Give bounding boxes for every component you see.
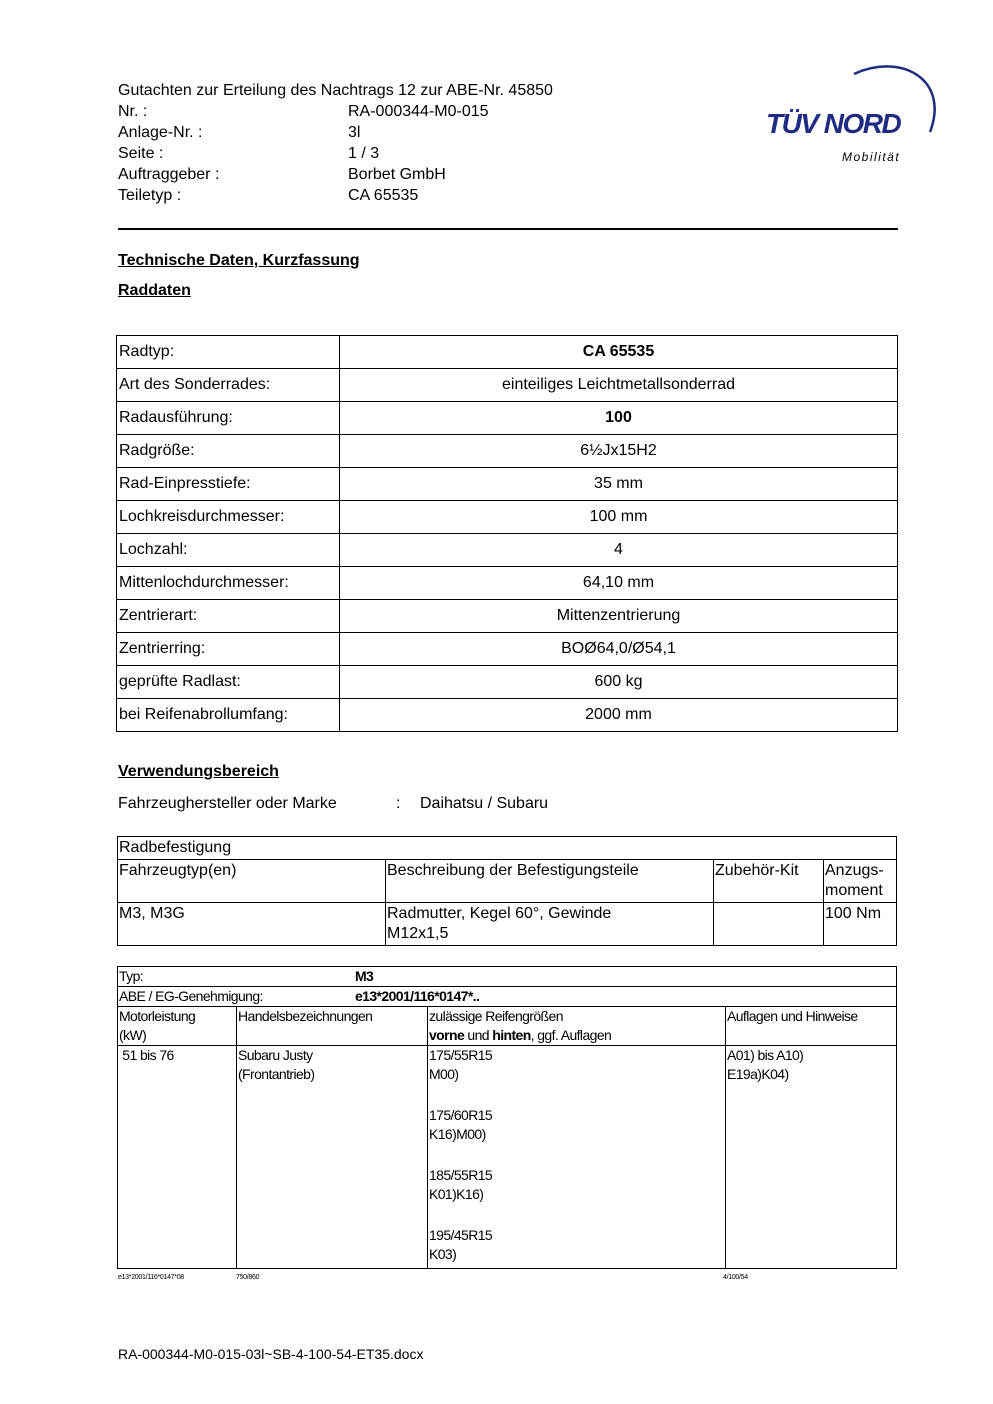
wheel-row-label: Mittenlochdurchmesser: [117, 567, 340, 600]
vehicle-power: 51 bis 76 [118, 1046, 237, 1269]
section-tech-heading: Technische Daten, Kurzfassung [118, 252, 360, 269]
header-value-teiletyp: CA 65535 [348, 187, 419, 204]
vehicle-header-power-line1: Motorleistung [119, 1008, 196, 1024]
wheel-row [117, 501, 898, 534]
tire-notes: K01)K16) [429, 1186, 484, 1202]
wheel-row-label: Rad-Einpresstiefe: [117, 468, 340, 501]
header-label-seite: Seite : [118, 145, 164, 162]
header-value-auftraggeber: Borbet GmbH [348, 166, 446, 183]
wheel-row [117, 633, 898, 666]
mounting-desc-line2: M12x1,5 [387, 925, 449, 942]
vehicle-notes-line1: A01) bis A10) [727, 1047, 804, 1063]
wheel-row-value: 6½Jx15H2 [340, 435, 898, 468]
tires-und: und [464, 1027, 493, 1043]
vehicle-typ-label: Typ: [119, 968, 144, 984]
header-divider [118, 228, 898, 230]
vehicle-typ-value: M3 [355, 968, 374, 984]
wheel-row [117, 567, 898, 600]
vehicle-header-tires [428, 1007, 726, 1046]
mounting-desc [386, 903, 714, 946]
wheel-row-value: Mittenzentrierung [340, 600, 898, 633]
wheel-row [117, 600, 898, 633]
vehicle-abe-cell [118, 987, 897, 1007]
vehicle-notes-line2: E19a)K04) [727, 1066, 789, 1082]
vehicle-header-row [118, 1007, 897, 1046]
vehicle-abe-label: ABE / EG-Genehmigung: [119, 988, 263, 1004]
mounting-data-row [118, 903, 897, 946]
wheel-row [117, 369, 898, 402]
tire-notes: K03) [429, 1246, 457, 1262]
vehicle-data-row [118, 1046, 897, 1269]
header-value-seite: 1 / 3 [348, 145, 380, 162]
header-value-anlage: 3l [348, 124, 361, 141]
vehicle-table [117, 966, 897, 1269]
tire-size: 175/55R15 [429, 1047, 493, 1063]
mounting-moment: 100 Nm [824, 903, 897, 946]
manufacturer-separator: : [396, 795, 401, 812]
wheel-row [117, 468, 898, 501]
manufacturer-value: Daihatsu / Subaru [420, 795, 549, 812]
mounting-title: Radbefestigung [118, 837, 897, 860]
vehicle-header-tires-line1: zulässige Reifengrößen [429, 1008, 563, 1024]
wheel-row-label: Radgröße: [117, 435, 340, 468]
wheel-row-label: bei Reifenabrollumfang: [117, 699, 340, 732]
wheel-data-table [116, 335, 898, 732]
header-label-anlage: Anlage-Nr. : [118, 124, 203, 141]
header-label-auftraggeber: Auftraggeber : [118, 166, 220, 183]
mounting-header-types: Fahrzeugtyp(en) [118, 860, 386, 903]
tires-vorne: vorne [429, 1027, 465, 1043]
tire-notes: K16)M00) [429, 1126, 486, 1142]
wheel-row-label: Radtyp: [117, 336, 340, 369]
mounting-types: M3, M3G [118, 903, 386, 946]
vehicle-header-power [118, 1007, 237, 1046]
tire-size: 195/45R15 [429, 1227, 493, 1243]
header-label-teiletyp: Teiletyp : [118, 187, 182, 204]
wheel-row-value: 600 kg [340, 666, 898, 699]
logo-subtitle: Mobilität [842, 150, 901, 164]
vehicle-notes [726, 1046, 897, 1269]
mounting-title-row [118, 837, 897, 860]
wheel-row-value: einteiliges Leichtmetallsonderrad [340, 369, 898, 402]
vehicle-header-power-line2: (kW) [119, 1027, 147, 1043]
wheel-row [117, 336, 898, 369]
document-title-line: Gutachten zur Erteilung des Nachtrags 12 zur ABE-Nr. 45850 [118, 82, 553, 99]
mounting-desc-line1: Radmutter, Kegel 60°, Gewinde [387, 905, 612, 922]
mounting-kit [714, 903, 824, 946]
fineprint-weights: 750/860 [236, 1274, 260, 1281]
footer-filename: RA-000344-M0-015-03l~SB-4-100-54-ET35.docx [118, 1346, 424, 1362]
vehicle-typ-row [118, 967, 897, 987]
vehicle-tires [428, 1046, 726, 1269]
wheel-row-label: Lochkreisdurchmesser: [117, 501, 340, 534]
tire-size: 175/60R15 [429, 1107, 493, 1123]
tire-notes: M00) [429, 1066, 459, 1082]
wheel-row [117, 666, 898, 699]
header-label-nr: Nr. : [118, 103, 148, 120]
wheel-row-value: CA 65535 [340, 336, 898, 369]
wheel-row-value: 35 mm [340, 468, 898, 501]
section-raddaten-heading: Raddaten [118, 282, 191, 299]
vehicle-header-tires-line2 [429, 1026, 724, 1045]
wheel-row-value: 4 [340, 534, 898, 567]
vehicle-name-line2: (Frontantrieb) [238, 1066, 315, 1082]
mounting-header-kit: Zubehör-Kit [714, 860, 824, 903]
tires-rest: , ggf. Auflagen [530, 1027, 612, 1043]
wheel-row-value: 100 mm [340, 501, 898, 534]
wheel-row-label: Zentrierart: [117, 600, 340, 633]
mounting-header-moment-line1: Anzugs- [825, 862, 884, 879]
tire-size: 185/55R15 [429, 1167, 493, 1183]
wheel-row [117, 699, 898, 732]
wheel-row [117, 435, 898, 468]
vehicle-name-line1: Subaru Justy [238, 1047, 313, 1063]
wheel-row-label: Art des Sonderrades: [117, 369, 340, 402]
header-value-nr: RA-000344-M0-015 [348, 103, 489, 120]
logo-text: TÜV NORD [766, 108, 901, 139]
wheel-row [117, 402, 898, 435]
vehicle-header-notes: Auflagen und Hinweise [726, 1007, 897, 1046]
vehicle-typ-cell [118, 967, 897, 987]
wheel-row-value: 64,10 mm [340, 567, 898, 600]
vehicle-abe-row [118, 987, 897, 1007]
wheel-row-label: Lochzahl: [117, 534, 340, 567]
manufacturer-label: Fahrzeughersteller oder Marke [118, 795, 337, 812]
mounting-header-moment [824, 860, 897, 903]
vehicle-header-names: Handelsbezeichnungen [237, 1007, 428, 1046]
wheel-row-value: BOØ64,0/Ø54,1 [340, 633, 898, 666]
wheel-row-value: 100 [340, 402, 898, 435]
wheel-row-value: 2000 mm [340, 699, 898, 732]
wheel-row-label: geprüfte Radlast: [117, 666, 340, 699]
vehicle-names [237, 1046, 428, 1269]
mounting-header-row [118, 860, 897, 903]
mounting-header-desc: Beschreibung der Befestigungsteile [386, 860, 714, 903]
mounting-header-moment-line2: moment [825, 882, 883, 899]
wheel-row-label: Radausführung: [117, 402, 340, 435]
wheel-row-label: Zentrierring: [117, 633, 340, 666]
fineprint-approval: e13*2001/116*0147*08 [118, 1274, 184, 1281]
tuv-nord-logo [762, 58, 942, 168]
wheel-row [117, 534, 898, 567]
fineprint-pattern: 4/100/54 [723, 1274, 748, 1281]
tires-hinten: hinten [492, 1027, 531, 1043]
section-verwendung-heading: Verwendungsbereich [118, 763, 279, 780]
mounting-table [117, 836, 897, 946]
vehicle-abe-value: e13*2001/116*0147*.. [355, 988, 480, 1004]
